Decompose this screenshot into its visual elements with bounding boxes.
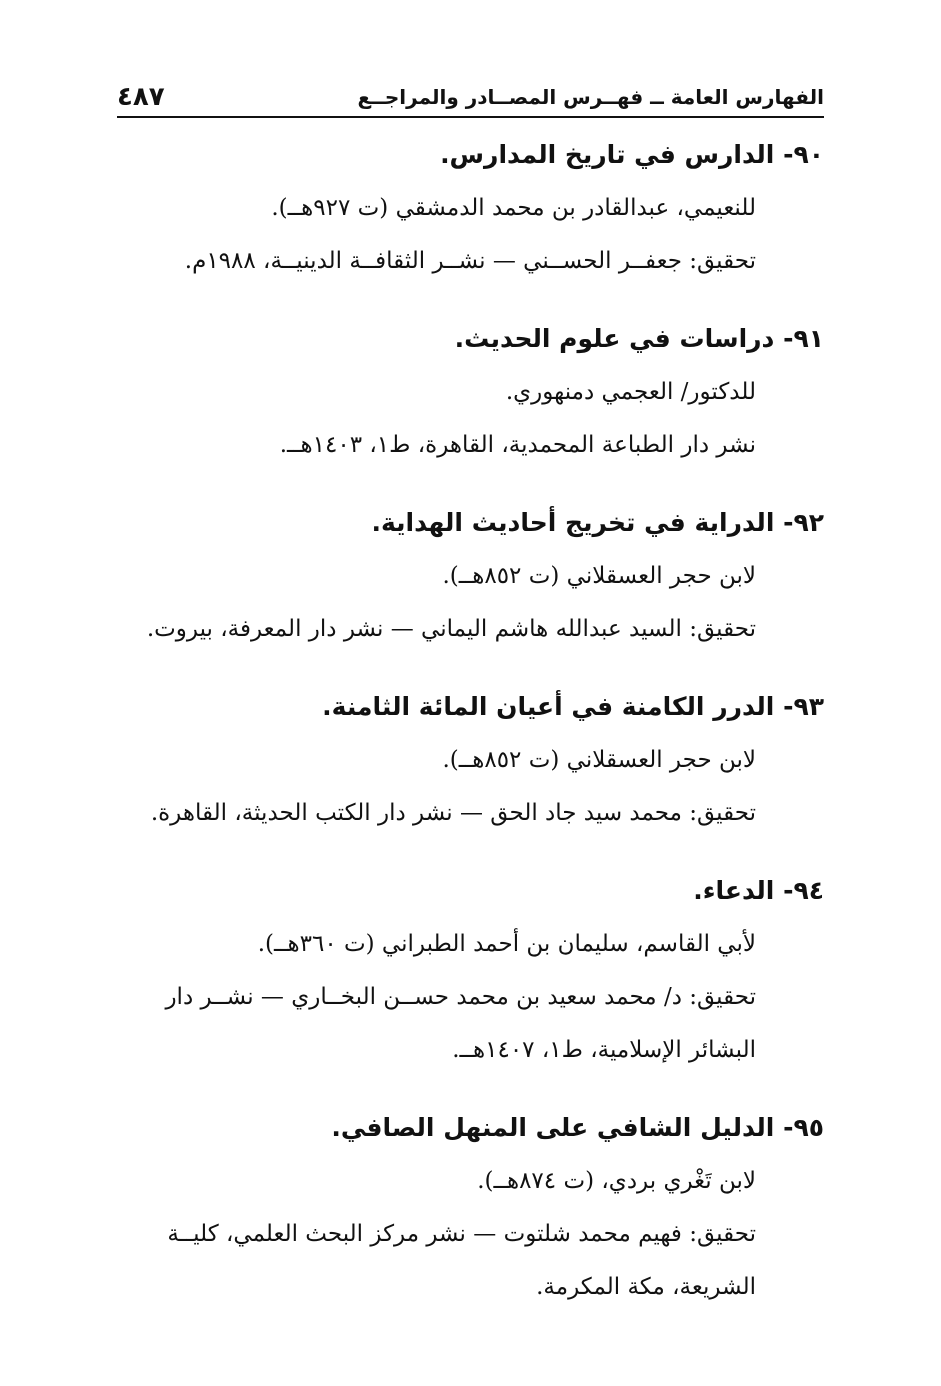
entry-line: البشائر الإسلامية، ط١، ١٤٠٧هــ.	[452, 1037, 756, 1063]
bibliography-entry	[117, 1101, 824, 1314]
entry-line: تحقيق: جعفــر الحســني — نشــر الثقافــة الدينيــة، ١٩٨٨م.	[184, 248, 756, 274]
entry-line: لأبي القاسم، سليمان بن أحمد الطبراني (ت ٣٦٠هــ).	[257, 931, 756, 957]
entry-line: تحقيق: محمد سيد جاد الحق — نشر دار الكتب الحديثة، القاهرة.	[150, 800, 756, 826]
entry-line: لابن حجر العسقلاني (ت ٨٥٢هــ).	[442, 747, 756, 773]
bibliography-list	[117, 128, 824, 1338]
running-title: الفهارس العامة ــ فهــرس المصــادر والمراجــع	[357, 85, 824, 109]
entry-title: ٩٣- الدرر الكامنة في أعيان المائة الثامنة.	[322, 692, 824, 721]
entry-title: ٩٢- الدراية في تخريج أحاديث الهداية.	[371, 508, 824, 537]
bibliography-entry	[117, 864, 824, 1077]
page-number: ٤٨٧	[117, 82, 165, 112]
entry-line: تحقيق: د/ محمد سعيد بن محمد حســن البخــاري — نشــر دار	[165, 984, 756, 1010]
bibliography-entry	[117, 496, 824, 656]
bibliography-entry	[117, 128, 824, 288]
bibliography-entry	[117, 312, 824, 472]
entry-title: ٩١- دراسات في علوم الحديث.	[454, 324, 824, 353]
entry-line: للدكتور/ العجمي دمنهوري.	[505, 379, 756, 405]
entry-line: لابن حجر العسقلاني (ت ٨٥٢هــ).	[442, 563, 756, 589]
page-header	[117, 78, 824, 118]
entry-line: تحقيق: السيد عبدالله هاشم اليماني — نشر دار المعرفة، بيروت.	[146, 616, 756, 642]
entry-title: ٩٥- الدليل الشافي على المنهل الصافي.	[331, 1113, 824, 1142]
entry-line: لابن تَغْري بردي، (ت ٨٧٤هــ).	[477, 1168, 756, 1194]
entry-title: ٩٠- الدارس في تاريخ المدارس.	[440, 140, 824, 169]
entry-line: للنعيمي، عبدالقادر بن محمد الدمشقي (ت ٩٢٧هــ).	[271, 195, 756, 221]
entry-line: تحقيق: فهيم محمد شلتوت — نشر مركز البحث العلمي، كليــة	[167, 1221, 756, 1247]
entry-title: ٩٤- الدعاء.	[693, 876, 824, 905]
entry-line: نشر دار الطباعة المحمدية، القاهرة، ط١، ١٤٠٣هــ.	[279, 432, 756, 458]
bibliography-entry	[117, 680, 824, 840]
entry-line: الشريعة، مكة المكرمة.	[536, 1274, 756, 1300]
